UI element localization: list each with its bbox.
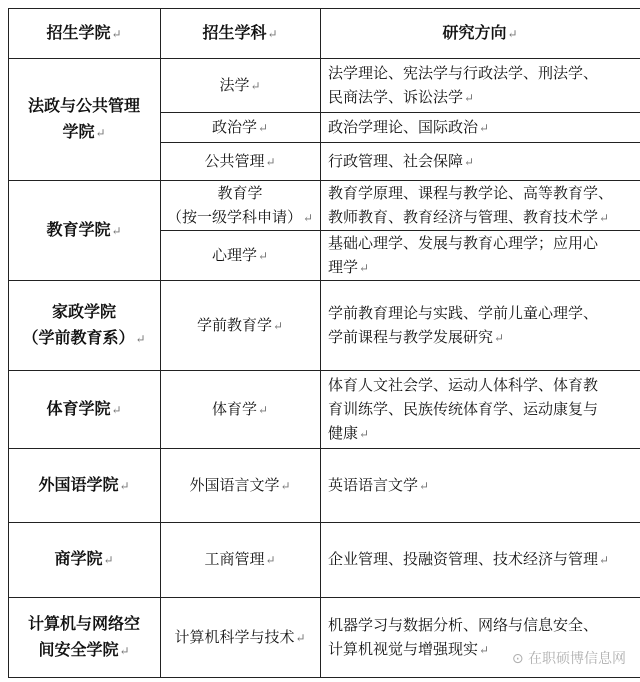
paragraph-mark: ↵: [599, 210, 610, 225]
direction-cell-text: 学前教育理论与实践、学前儿童心理学、 学前课程与教学发展研究↵: [328, 303, 599, 346]
direction-cell-text: 法学理论、宪法学与行政法学、刑法学、 民商法学、诉讼法学↵: [328, 63, 599, 106]
college-cell: [8, 280, 160, 370]
college-cell-text: 教育学院↵: [46, 219, 122, 239]
direction-cell: [320, 180, 640, 230]
direction-cell-text: 基础心理学、发展与教育心理学；应用心 理学↵: [328, 233, 599, 276]
subject-cell-text: 工商管理↵: [204, 550, 276, 568]
header-direction: [320, 8, 640, 58]
college-cell: [8, 180, 160, 280]
paragraph-mark: ↵: [257, 248, 269, 263]
paragraph-mark: ↵: [250, 78, 261, 93]
table-left-border: [8, 8, 9, 677]
paragraph-mark: ↵: [359, 426, 370, 441]
college-cell-text: 计算机与网络空 间安全学院↵: [27, 613, 140, 659]
subject-cell: [160, 230, 320, 280]
paragraph-mark: ↵: [103, 553, 114, 567]
paragraph-mark: ↵: [599, 553, 610, 567]
paragraph-mark: ↵: [265, 154, 276, 169]
paragraph-mark: ↵: [119, 478, 130, 493]
subject-cell-text: 体育学↵: [211, 399, 269, 418]
column-divider: [320, 8, 321, 677]
subject-divider: [160, 142, 640, 143]
subject-divider: [160, 230, 640, 231]
subject-cell: [160, 112, 320, 142]
subject-divider: [160, 112, 640, 113]
paragraph-mark: ↵: [119, 643, 130, 658]
paragraph-mark: ↵: [135, 331, 146, 346]
subject-cell-text: 计算机科学与技术↵: [174, 627, 306, 646]
subject-cell-text: 学前教育学↵: [196, 315, 284, 334]
table-top-border: [8, 8, 640, 9]
direction-cell: [320, 58, 640, 112]
paragraph-mark: ↵: [265, 553, 276, 567]
paragraph-mark: ↵: [267, 26, 278, 41]
paragraph-mark: ↵: [295, 630, 306, 645]
subject-cell-text: 公共管理↵: [204, 151, 276, 170]
subject-cell: [160, 448, 320, 522]
direction-cell-text: 教育学原理、课程与教学论、高等教育学、 教师教育、教育经济与管理、教育技术学↵: [328, 183, 614, 226]
paragraph-mark: ↵: [272, 318, 284, 333]
paragraph-mark: ↵: [302, 210, 314, 225]
subject-cell: [160, 142, 320, 180]
subject-cell: [160, 597, 320, 677]
header-subject: [160, 8, 320, 58]
paragraph-mark: ↵: [95, 125, 106, 140]
subject-cell-text: 心理学↵: [211, 245, 269, 264]
direction-cell: [320, 142, 640, 180]
subject-cell: [160, 522, 320, 597]
paragraph-mark: ↵: [464, 154, 475, 169]
paragraph-mark: ↵: [111, 26, 122, 41]
paragraph-mark: ↵: [111, 223, 122, 238]
subject-cell-text: 政治学↵: [211, 117, 269, 136]
subject-cell: [160, 370, 320, 448]
college-cell-text: 法政与公共管理 学院↵: [27, 95, 140, 141]
subject-cell: [160, 58, 320, 112]
college-cell: [8, 597, 160, 677]
paragraph-mark: ↵: [479, 642, 490, 657]
college-cell: [8, 58, 160, 180]
header-direction-text: 研究方向↵: [442, 22, 518, 42]
direction-cell: [320, 230, 640, 280]
header-subject-text: 招生学科↵: [202, 22, 278, 42]
header-college-text: 招生学院↵: [46, 22, 122, 42]
paragraph-mark: ↵: [111, 402, 122, 417]
paragraph-mark: ↵: [507, 26, 518, 41]
direction-cell: [320, 280, 640, 370]
row-border: [8, 677, 640, 678]
college-cell-text: 体育学院↵: [46, 398, 122, 418]
subject-cell-text: 外国语言文学↵: [189, 475, 291, 494]
college-cell: [8, 522, 160, 597]
direction-cell-text: 英语语言文学↵: [328, 475, 430, 494]
college-cell-text: 外国语学院↵: [38, 474, 130, 494]
subject-cell: [160, 280, 320, 370]
column-divider: [160, 8, 161, 677]
college-cell-text: 家政学院 （学前教育系）↵: [22, 301, 146, 347]
header-college: [8, 8, 160, 58]
direction-cell-text: 体育人文社会学、运动人体科学、体育教 育训练学、民族传统体育学、运动康复与 健康↵: [328, 375, 599, 442]
subject-cell: [160, 180, 320, 230]
college-cell: [8, 448, 160, 522]
direction-cell: [320, 370, 640, 448]
direction-cell-text: 政治学理论、国际政治↵: [328, 117, 490, 136]
paragraph-mark: ↵: [257, 402, 269, 417]
direction-cell-text: 机器学习与数据分析、网络与信息安全、 计算机视觉与增强现实↵: [328, 615, 599, 658]
paragraph-mark: ↵: [464, 90, 475, 105]
paragraph-mark: ↵: [419, 478, 430, 493]
paragraph-mark: ↵: [359, 260, 370, 275]
college-cell-text: 商学院↵: [54, 549, 114, 568]
direction-cell: [320, 448, 640, 522]
direction-cell: [320, 112, 640, 142]
watermark: ⊙ 在职硕博信息网: [511, 651, 626, 667]
direction-cell-text: 行政管理、社会保障↵: [328, 151, 475, 170]
subject-cell-text: 法学↵: [219, 75, 261, 94]
subject-cell-text: 教育学 （按一级学科申请）↵: [166, 183, 314, 226]
paragraph-mark: ↵: [479, 120, 490, 135]
paragraph-mark: ↵: [280, 478, 291, 493]
paragraph-mark: ↵: [257, 120, 269, 135]
paragraph-mark: ↵: [494, 330, 505, 345]
college-cell: [8, 370, 160, 448]
direction-cell: [320, 522, 640, 597]
direction-cell-text: 企业管理、投融资管理、技术经济与管理↵: [328, 550, 610, 568]
